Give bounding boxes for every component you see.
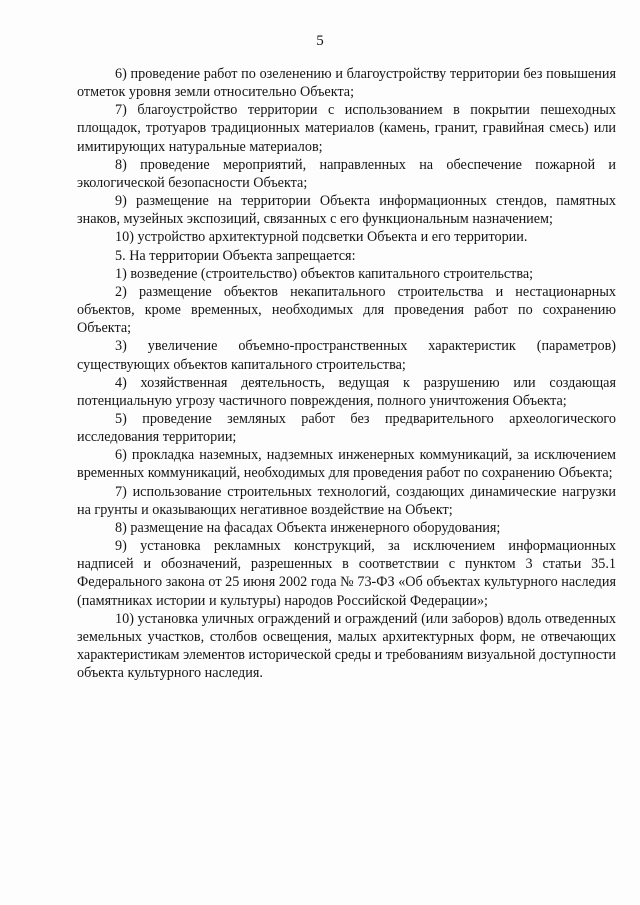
prohibition-item-8: 8) размещение на фасадах Объекта инженерного оборудования; [115, 519, 501, 536]
paragraph-item-9: 9) размещение на территории Объекта информационных стендов, памятных знаков, музейных экспозиций, связанных с его функциональным назначением; [77, 193, 616, 228]
paragraph-item-7: 7) благоустройство территории с использованием в покрытии пешеходных площадок, тротуаров традиционных материалов (камень, гранит, гравийная смесь) или имитирующих натуральные материалов; [77, 102, 616, 155]
prohibition-item-9: 9) установка рекламных конструкций, за исключением информационных надписей и обозначений, разрешенных в соответствии с пунктом 3 статьи 35.1 Федерального закона от 25 июня 2002 года № 73-ФЗ «Об объектах культурного наследия (памятниках истории и культуры) народов Российской Федерации»; [77, 538, 616, 609]
page-number: 5 [316, 33, 324, 49]
paragraph-item-8: 8) проведение мероприятий, направленных на обеспечение пожарной и экологической безопасности Объекта; [77, 156, 616, 191]
prohibition-item-6: 6) прокладка наземных, надземных инженерных коммуникаций, за исключением временных коммуникаций, необходимых для проведения работ по сохранению Объекта; [77, 447, 616, 482]
prohibition-item-5: 5) проведение земляных работ без предварительного археологического исследования территории; [77, 410, 616, 446]
prohibition-item-10: 10) установка уличных ограждений и ограждений (или заборов) вдоль отведенных земельных участков, столбов освещения, малых архитектурных форм, не отвечающих характеристикам элементов исторической среды и требованиям визуальной доступности объекта культурного наследия. [77, 610, 616, 682]
prohibition-item-2: 2) размещение объектов некапитального строительства и нестационарных объектов, кроме временных, необходимых для проведения работ по сохранению Объекта; [77, 283, 616, 337]
prohibition-item-1: 1) возведение (строительство) объектов капитального строительства; [115, 265, 534, 282]
section-5-heading: 5. На территории Объекта запрещается: [115, 247, 356, 264]
prohibition-item-7: 7) использование строительных технологий, создающих динамические нагрузки на грунты и оказывающих негативное воздействие на Объект; [77, 483, 616, 518]
prohibition-item-4: 4) хозяйственная деятельность, ведущая к разрушению или создающая потенциальную угрозу частичного повреждения, полного уничтожения Объекта; [77, 374, 616, 409]
prohibition-item-3: 3) увеличение объемно-пространственных характеристик (параметров) существующих объектов капитального строительства; [77, 338, 616, 373]
document-body [77, 65, 616, 682]
paragraph-item-6: 6) проведение работ по озеленению и благоустройству территории без повышения отметок уровня земли относительно Объекта; [77, 66, 616, 101]
paragraph-item-10: 10) устройство архитектурной подсветки Объекта и его территории. [115, 229, 528, 246]
